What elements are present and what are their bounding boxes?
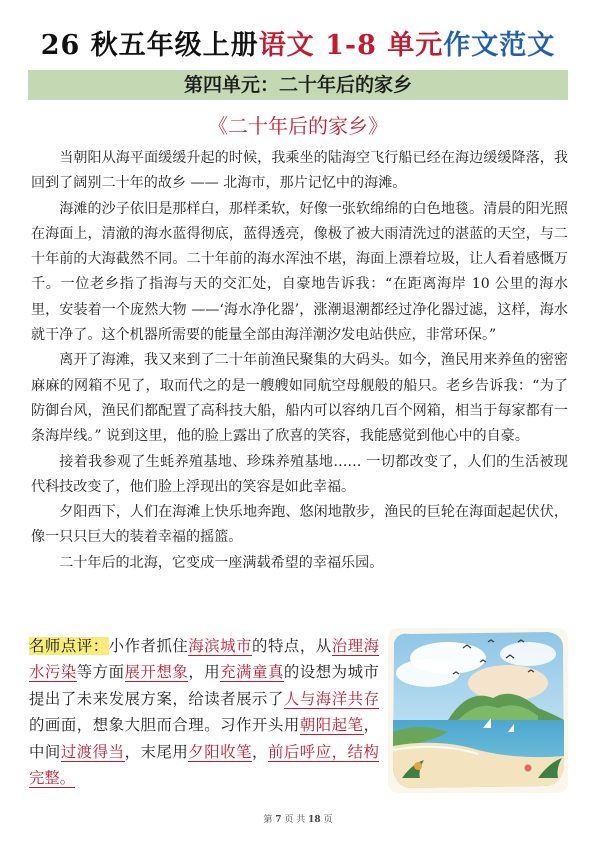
header-segment-essays: 作文范文 bbox=[443, 30, 556, 61]
header-segment-units: 语文 1-8 单元 bbox=[258, 30, 444, 61]
comment-highlight: 前后呼应，结构完整。 bbox=[29, 742, 379, 788]
paragraph: 离开了海滩，我又来到了二十年前渔民聚集的大码头。如今，渔民用来养鱼的密密麻麻的网箱不见了，取而代之的是一艘艘如同航空母舰般的船只。老乡告诉我：“为了防御台风，渔民们都配置了高科技大船，船内可以容纳几百个网箱，相当于每家都有一条海岸线。” 说到这里，他的脸上露出了欣喜的笑容，我能感觉到他心中的自豪。 bbox=[31, 352, 568, 445]
paragraph: 当朝阳从海平面缓缓升起的时候，我乘坐的陆海空飞行船已经在海边缓缓降落，我回到了阔别二十年的故乡 —— 北海市，那片记忆中的海滩。 bbox=[31, 150, 568, 192]
footer-middle: 页 共 bbox=[284, 815, 306, 825]
total-page-number: 18 bbox=[308, 815, 321, 825]
comment-label: 名师点评： bbox=[29, 637, 109, 655]
header-segment-grade: 26 秋五年级上册 bbox=[40, 30, 259, 61]
comment-highlight: 展开想象 bbox=[124, 663, 189, 682]
essay-title: 《二十年后的家乡》 bbox=[208, 114, 388, 138]
page-header bbox=[0, 30, 596, 62]
comment-highlight: 治理海水污染 bbox=[29, 637, 379, 682]
comment-text: 等方面 bbox=[76, 663, 125, 682]
comment-text: ，中间 bbox=[29, 716, 379, 761]
comment-text: 的画面，想象大胆而合理。习作开头用 bbox=[29, 716, 300, 735]
unit-title-bar: 第四单元：二十年后的家乡 bbox=[28, 70, 568, 100]
comment-text: 小作者抓住 bbox=[108, 637, 189, 655]
current-page-number: 7 bbox=[275, 815, 282, 825]
comment-highlight: 充满童真 bbox=[220, 663, 284, 682]
comment-highlight: 过渡得当 bbox=[60, 742, 125, 761]
comment-text: 的特点，从 bbox=[252, 637, 332, 655]
paragraph: 夕阳西下，人们在海滩上快乐地奔跑、悠闲地散步，渔民的巨轮在海面起起伏伏，像一只只巨大的装着幸福的摇篮。 bbox=[31, 504, 568, 546]
comment-text: ，用 bbox=[188, 663, 221, 682]
paragraph: 二十年后的北海，它变成一座满载希望的幸福乐园。 bbox=[59, 554, 384, 571]
teacher-comment bbox=[29, 633, 379, 791]
paragraph: 海滩的沙子依旧是那样白，那样柔软，好像一张软绵绵的白色地毯。清晨的阳光照在海面上，清澈的海水蓝得彻底，蓝得透亮，像极了被大雨清洗过的湛蓝的天空，与二十年前的大海截然不同。二十年前的海水浑浊不堪，海面上漂着垃圾，让人看着感慨万千。一位老乡指了指海与天的交汇处，自豪地告诉我：“在距离海岸 10 公里的海水里，安装着一个庞然大物 ——‘海水净化器’，涨潮退潮都经过净化器过滤，这样，海水就干净了。这个机器所需要的能量全部由海洋潮汐发电站供应，非常环保。” bbox=[31, 200, 568, 344]
comment-text: ， bbox=[252, 742, 268, 761]
comment-text: 的设想为城市提出了未来发展方案，给读者展示了 bbox=[29, 663, 379, 708]
page-footer bbox=[0, 812, 596, 825]
comment-text: ，末尾用 bbox=[124, 742, 189, 761]
footer-prefix: 第 bbox=[263, 815, 273, 825]
comment-highlight: 人与海洋共存 bbox=[283, 689, 379, 708]
comment-highlight: 海滨城市 bbox=[188, 637, 253, 655]
comment-highlight: 朝阳起笔 bbox=[299, 716, 364, 735]
comment-highlight: 夕阳收笔 bbox=[188, 742, 253, 761]
seaside-illustration bbox=[388, 628, 568, 793]
paragraph: 接着我参观了生蚝养殖基地、珍珠养殖基地…… 一切都改变了，人们的生活被现代科技改变了，他们脸上浮现出的笑容是如此幸福。 bbox=[31, 453, 568, 495]
footer-suffix: 页 bbox=[323, 815, 333, 825]
essay-body bbox=[31, 146, 568, 576]
